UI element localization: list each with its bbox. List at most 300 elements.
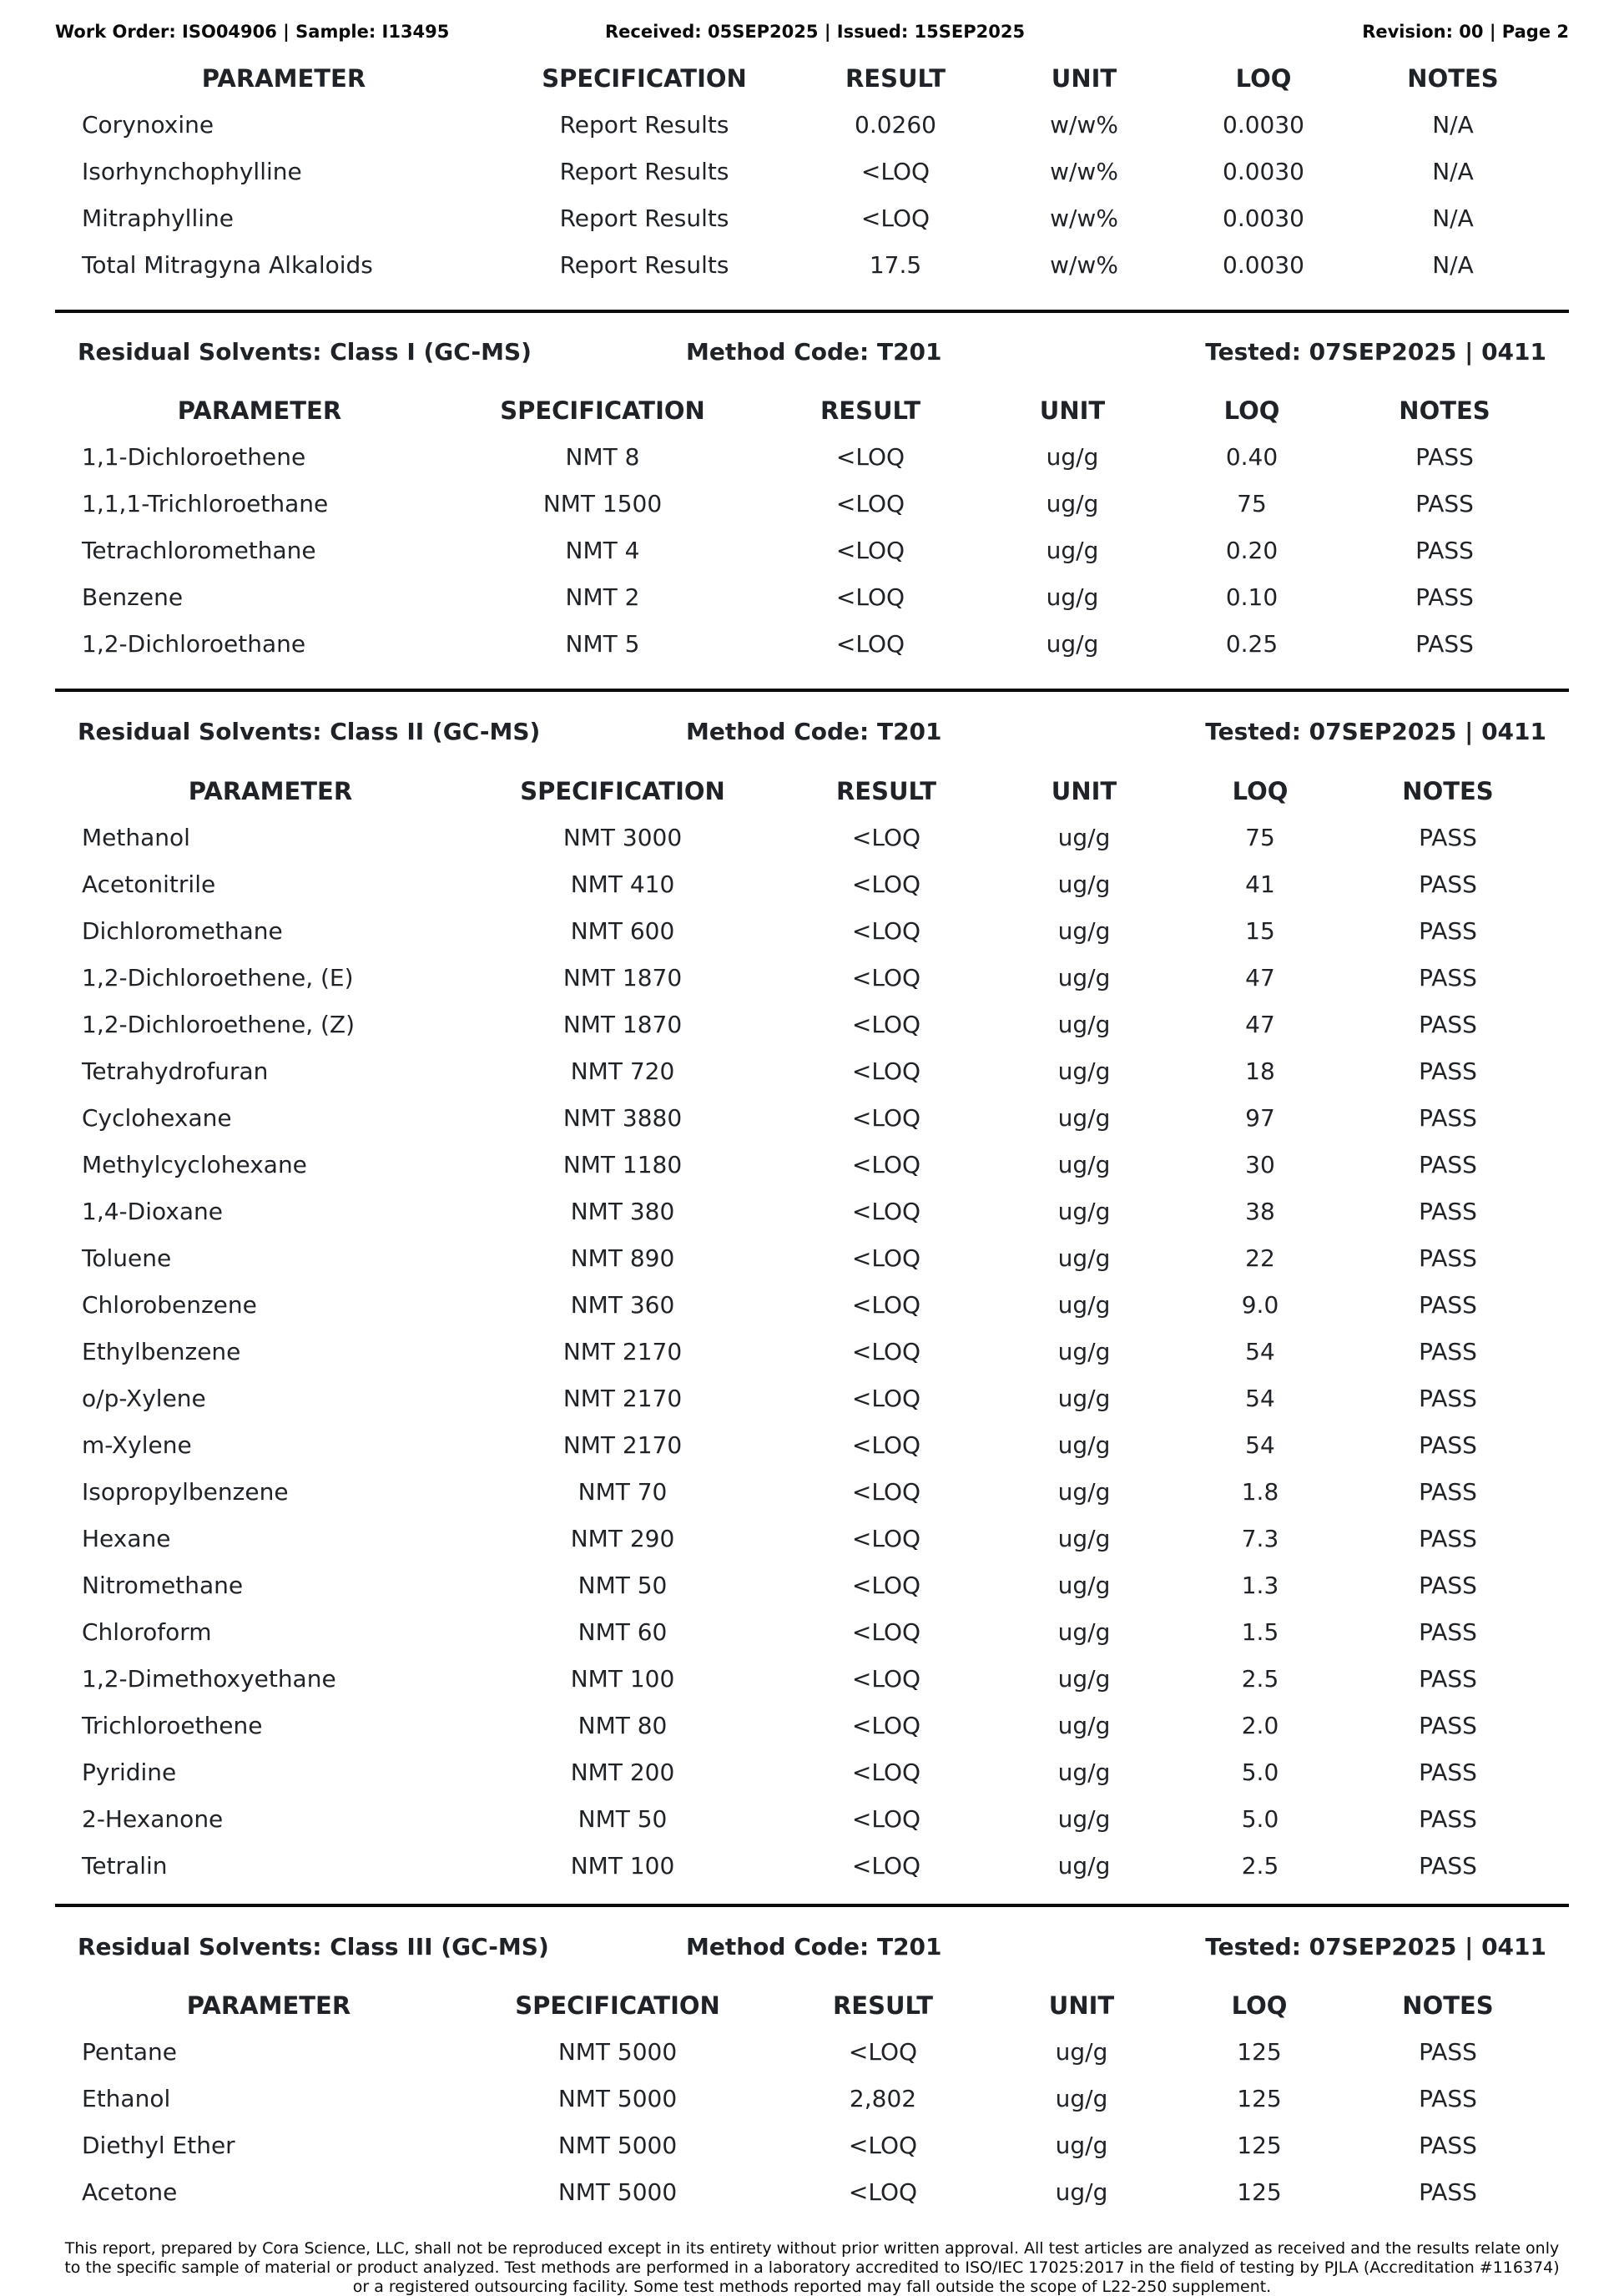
cell-unit: ug/g [1057, 1712, 1111, 1739]
cell-specification: NMT 50 [577, 1805, 668, 1833]
cell-notes: PASS [1419, 1852, 1477, 1880]
cell-specification: Report Results [559, 251, 729, 279]
method-code: Method Code: T201 [686, 718, 942, 745]
cell-unit: ug/g [1057, 1104, 1111, 1132]
cell-specification: NMT 100 [570, 1665, 675, 1693]
cell-unit: ug/g [1057, 1805, 1111, 1833]
cell-parameter: Benzene [82, 583, 184, 611]
cell-loq: 1.8 [1241, 1478, 1279, 1506]
table-row [0, 249, 1624, 295]
cell-parameter: o/p-Xylene [82, 1385, 206, 1412]
column-header-unit: UNIT [1051, 64, 1117, 93]
cell-result: <LOQ [848, 2038, 918, 2066]
cell-unit: ug/g [1057, 1011, 1111, 1038]
cell-loq: 5.0 [1241, 1805, 1279, 1833]
column-header-unit: UNIT [1039, 396, 1106, 425]
work-order-sample: Work Order: ISO04906 | Sample: I13495 [55, 22, 450, 42]
cell-unit: ug/g [1057, 1198, 1111, 1225]
cell-unit: ug/g [1046, 490, 1099, 517]
table-row [0, 1569, 1624, 1616]
cell-notes: PASS [1419, 1618, 1477, 1646]
cell-unit: w/w% [1050, 204, 1118, 232]
cell-result: <LOQ [851, 1011, 921, 1038]
table-row [0, 581, 1624, 628]
cell-result: <LOQ [851, 1385, 921, 1412]
section-header-class-i [55, 338, 1569, 371]
cell-notes: PASS [1419, 1057, 1477, 1085]
alkaloids-table [0, 62, 1624, 295]
table-row [0, 2036, 1624, 2082]
cell-unit: ug/g [1057, 1618, 1111, 1646]
column-header-result: RESULT [835, 777, 937, 805]
disclaimer-line: to the specific sample of material or product analyzed. Test methods are performed in a laboratory accredited to ISO/IEC 17025:2017 in the field of testing by PJLA (Accreditation #116374) [64, 2258, 1560, 2277]
cell-specification: NMT 1870 [562, 1011, 683, 1038]
cell-result: <LOQ [851, 1572, 921, 1599]
cell-notes: N/A [1432, 204, 1474, 232]
column-header-result: RESULT [820, 396, 921, 425]
column-header-notes: NOTES [1399, 396, 1490, 425]
table-row [0, 1195, 1624, 1242]
cell-unit: ug/g [1057, 1244, 1111, 1272]
cell-parameter: Corynoxine [82, 111, 214, 139]
cell-loq: 1.5 [1241, 1618, 1279, 1646]
cell-loq: 97 [1245, 1104, 1275, 1132]
cell-result: <LOQ [851, 1759, 921, 1786]
cell-loq: 125 [1237, 2178, 1282, 2206]
cell-specification: NMT 890 [570, 1244, 675, 1272]
cell-loq: 15 [1245, 917, 1275, 945]
cell-loq: 30 [1245, 1151, 1275, 1178]
class-iii-table [0, 1989, 1624, 2223]
cell-parameter: 1,2-Dichloroethane [82, 630, 306, 658]
cell-specification: NMT 380 [570, 1198, 675, 1225]
section-header-class-iii [55, 1933, 1569, 1966]
cell-specification: Report Results [559, 111, 729, 139]
received-issued-dates: Received: 05SEP2025 | Issued: 15SEP2025 [605, 22, 1026, 42]
section-header-class-ii [55, 718, 1569, 751]
cell-unit: ug/g [1057, 1525, 1111, 1552]
cell-specification: NMT 100 [570, 1852, 675, 1880]
table-header-row [0, 394, 1624, 441]
column-header-result: RESULT [845, 64, 946, 93]
cell-notes: N/A [1432, 158, 1474, 185]
table-row [0, 1522, 1624, 1569]
cell-parameter: Trichloroethene [82, 1712, 263, 1739]
table-row [0, 202, 1624, 249]
cell-notes: PASS [1419, 917, 1477, 945]
cell-result: <LOQ [851, 917, 921, 945]
table-row [0, 1849, 1624, 1896]
cell-result: <LOQ [848, 2178, 918, 2206]
table-row [0, 1008, 1624, 1055]
cell-unit: ug/g [1057, 1478, 1111, 1506]
cell-notes: PASS [1419, 1151, 1477, 1178]
column-header-loq: LOQ [1235, 64, 1292, 93]
cell-parameter: Ethanol [82, 2085, 171, 2112]
column-header-parameter: PARAMETER [188, 777, 353, 805]
cell-result: <LOQ [851, 1244, 921, 1272]
table-row [0, 1429, 1624, 1476]
cell-notes: PASS [1419, 1104, 1477, 1132]
cell-unit: ug/g [1055, 2132, 1108, 2159]
column-header-loq: LOQ [1223, 396, 1280, 425]
cell-loq: 5.0 [1241, 1759, 1279, 1786]
cell-specification: NMT 2 [565, 583, 640, 611]
cell-loq: 47 [1245, 964, 1275, 992]
table-header-row [0, 62, 1624, 108]
cell-specification: Report Results [559, 158, 729, 185]
cell-notes: PASS [1415, 443, 1474, 471]
cell-parameter: 1,1-Dichloroethene [82, 443, 306, 471]
cell-specification: NMT 5000 [557, 2178, 678, 2206]
cell-unit: ug/g [1055, 2085, 1108, 2112]
cell-loq: 0.0030 [1223, 204, 1304, 232]
cell-loq: 0.20 [1225, 537, 1279, 564]
cell-notes: PASS [1415, 630, 1474, 658]
column-header-specification: SPECIFICATION [515, 1991, 720, 2020]
cell-unit: ug/g [1057, 917, 1111, 945]
cell-result: <LOQ [835, 583, 905, 611]
cell-loq: 41 [1245, 870, 1275, 898]
table-row [0, 1055, 1624, 1102]
cell-notes: PASS [1419, 1712, 1477, 1739]
disclaimer-footer [55, 2239, 1569, 2296]
cell-unit: ug/g [1057, 1759, 1111, 1786]
cell-unit: ug/g [1055, 2038, 1108, 2066]
cell-notes: PASS [1419, 1805, 1477, 1833]
cell-loq: 75 [1237, 490, 1267, 517]
cell-notes: PASS [1419, 2038, 1477, 2066]
cell-unit: ug/g [1057, 824, 1111, 851]
table-row [0, 2176, 1624, 2223]
cell-loq: 2.5 [1241, 1665, 1279, 1693]
cell-unit: ug/g [1046, 630, 1099, 658]
cell-result: <LOQ [851, 1338, 921, 1365]
cell-notes: PASS [1419, 1011, 1477, 1038]
cell-notes: PASS [1419, 1244, 1477, 1272]
cell-result: <LOQ [851, 824, 921, 851]
cell-notes: PASS [1415, 490, 1474, 517]
cell-notes: PASS [1419, 1665, 1477, 1693]
column-header-parameter: PARAMETER [201, 64, 366, 93]
column-header-loq: LOQ [1232, 777, 1289, 805]
cell-specification: NMT 80 [577, 1712, 668, 1739]
cell-loq: 54 [1245, 1385, 1275, 1412]
section-title: Residual Solvents: Class III (GC-MS) [78, 1933, 549, 1960]
cell-loq: 47 [1245, 1011, 1275, 1038]
cell-notes: PASS [1419, 2178, 1477, 2206]
cell-result: <LOQ [851, 1104, 921, 1132]
cell-notes: PASS [1419, 1431, 1477, 1459]
table-row [0, 1663, 1624, 1709]
cell-loq: 0.25 [1225, 630, 1279, 658]
cell-parameter: Methanol [82, 824, 190, 851]
cell-unit: ug/g [1057, 1338, 1111, 1365]
cell-specification: NMT 360 [570, 1291, 675, 1319]
table-row [0, 1616, 1624, 1663]
cell-result: <LOQ [835, 630, 905, 658]
disclaimer-line: This report, prepared by Cora Science, LLC, shall not be reproduced except in its entirety without prior written approval. All test articles are analyzed as received and the results relate only [64, 2239, 1560, 2258]
cell-specification: Report Results [559, 204, 729, 232]
cell-specification: NMT 720 [570, 1057, 675, 1085]
cell-parameter: Chloroform [82, 1618, 212, 1646]
cell-loq: 7.3 [1241, 1525, 1279, 1552]
cell-parameter: Toluene [82, 1244, 172, 1272]
cell-loq: 54 [1245, 1338, 1275, 1365]
cell-notes: PASS [1419, 1525, 1477, 1552]
cell-unit: ug/g [1057, 964, 1111, 992]
cell-result: 0.0260 [855, 111, 936, 139]
cell-notes: PASS [1419, 1759, 1477, 1786]
table-row [0, 487, 1624, 534]
cell-result: <LOQ [851, 1712, 921, 1739]
cell-specification: NMT 50 [577, 1572, 668, 1599]
table-row [0, 108, 1624, 155]
cell-notes: PASS [1419, 1338, 1477, 1365]
cell-result: <LOQ [835, 443, 905, 471]
disclaimer-line: or a registered outsourcing facility. Some test methods reported may fall outside the scope of L22-250 supplement. [352, 2278, 1272, 2296]
cell-parameter: Tetrahydrofuran [82, 1057, 269, 1085]
section-title: Residual Solvents: Class II (GC-MS) [78, 718, 541, 745]
cell-unit: w/w% [1050, 251, 1118, 279]
cell-result: <LOQ [860, 158, 931, 185]
cell-unit: ug/g [1046, 537, 1099, 564]
cell-specification: NMT 2170 [562, 1431, 683, 1459]
table-row [0, 1335, 1624, 1382]
cell-unit: w/w% [1050, 158, 1118, 185]
cell-specification: NMT 2170 [562, 1385, 683, 1412]
cell-parameter: 1,4-Dioxane [82, 1198, 223, 1225]
column-header-unit: UNIT [1051, 777, 1117, 805]
cell-notes: PASS [1419, 1198, 1477, 1225]
cell-specification: NMT 1500 [542, 490, 663, 517]
cell-result: <LOQ [851, 1198, 921, 1225]
table-row [0, 534, 1624, 581]
cell-result: <LOQ [851, 1478, 921, 1506]
table-row [0, 1382, 1624, 1429]
cell-parameter: Tetralin [82, 1852, 168, 1880]
column-header-specification: SPECIFICATION [520, 777, 725, 805]
cell-parameter: 1,2-Dimethoxyethane [82, 1665, 336, 1693]
cell-specification: NMT 8 [565, 443, 640, 471]
cell-loq: 0.0030 [1223, 251, 1304, 279]
tested-date: Tested: 07SEP2025 | 0411 [1205, 718, 1546, 745]
cell-result: <LOQ [851, 1291, 921, 1319]
cell-loq: 22 [1245, 1244, 1275, 1272]
table-row [0, 2082, 1624, 2129]
cell-notes: PASS [1419, 964, 1477, 992]
section-divider [55, 689, 1569, 692]
cell-specification: NMT 410 [570, 870, 675, 898]
table-row [0, 628, 1624, 674]
cell-loq: 2.0 [1241, 1712, 1279, 1739]
cell-parameter: Total Mitragyna Alkaloids [82, 251, 373, 279]
cell-notes: PASS [1419, 1385, 1477, 1412]
cell-specification: NMT 600 [570, 917, 675, 945]
cell-parameter: 1,1,1-Trichloroethane [82, 490, 329, 517]
cell-result: <LOQ [851, 1431, 921, 1459]
table-row [0, 961, 1624, 1008]
cell-result: <LOQ [851, 1618, 921, 1646]
cell-specification: NMT 5000 [557, 2132, 678, 2159]
cell-parameter: Hexane [82, 1525, 171, 1552]
cell-loq: 125 [1237, 2085, 1282, 2112]
class-i-table [0, 394, 1624, 674]
cell-parameter: Ethylbenzene [82, 1338, 241, 1365]
cell-notes: PASS [1419, 2132, 1477, 2159]
cell-unit: w/w% [1050, 111, 1118, 139]
section-divider [55, 1904, 1569, 1907]
table-row [0, 915, 1624, 961]
cell-parameter: Dichloromethane [82, 917, 283, 945]
cell-result: <LOQ [851, 964, 921, 992]
cell-result: <LOQ [851, 1151, 921, 1178]
table-row [0, 155, 1624, 202]
cell-parameter: Mitraphylline [82, 204, 234, 232]
cell-notes: PASS [1419, 870, 1477, 898]
cell-notes: PASS [1419, 1291, 1477, 1319]
cell-specification: NMT 1870 [562, 964, 683, 992]
cell-loq: 75 [1245, 824, 1275, 851]
cell-parameter: Pentane [82, 2038, 177, 2066]
cell-loq: 0.0030 [1223, 158, 1304, 185]
cell-unit: ug/g [1057, 1852, 1111, 1880]
cell-unit: ug/g [1057, 870, 1111, 898]
cell-notes: PASS [1415, 583, 1474, 611]
tested-date: Tested: 07SEP2025 | 0411 [1205, 1933, 1546, 1960]
report-header [55, 22, 1569, 47]
cell-unit: ug/g [1057, 1431, 1111, 1459]
column-header-specification: SPECIFICATION [500, 396, 705, 425]
method-code: Method Code: T201 [686, 338, 942, 366]
cell-specification: NMT 3000 [562, 824, 683, 851]
table-row [0, 441, 1624, 487]
method-code: Method Code: T201 [686, 1933, 942, 1960]
class-ii-table [0, 775, 1624, 1896]
cell-notes: PASS [1415, 537, 1474, 564]
section-title: Residual Solvents: Class I (GC-MS) [78, 338, 532, 366]
cell-loq: 125 [1237, 2132, 1282, 2159]
cell-specification: NMT 200 [570, 1759, 675, 1786]
cell-specification: NMT 4 [565, 537, 640, 564]
cell-notes: N/A [1432, 111, 1474, 139]
cell-unit: ug/g [1057, 1572, 1111, 1599]
cell-parameter: Acetonitrile [82, 870, 216, 898]
column-header-unit: UNIT [1048, 1991, 1115, 2020]
cell-loq: 18 [1245, 1057, 1275, 1085]
cell-parameter: 1,2-Dichloroethene, (Z) [82, 1011, 356, 1038]
cell-parameter: Methylcyclohexane [82, 1151, 307, 1178]
cell-parameter: m-Xylene [82, 1431, 192, 1459]
table-row [0, 821, 1624, 868]
cell-unit: ug/g [1046, 443, 1099, 471]
cell-result: <LOQ [835, 490, 905, 517]
cell-loq: 38 [1245, 1198, 1275, 1225]
cell-loq: 0.40 [1225, 443, 1279, 471]
cell-result: <LOQ [860, 204, 931, 232]
cell-loq: 0.0030 [1223, 111, 1304, 139]
cell-result: <LOQ [835, 537, 905, 564]
cell-result: <LOQ [851, 1852, 921, 1880]
cell-unit: ug/g [1057, 1151, 1111, 1178]
cell-parameter: Nitromethane [82, 1572, 244, 1599]
cell-parameter: Isorhynchophylline [82, 158, 302, 185]
table-row [0, 1242, 1624, 1289]
cell-loq: 1.3 [1241, 1572, 1279, 1599]
cell-notes: PASS [1419, 824, 1477, 851]
cell-loq: 2.5 [1241, 1852, 1279, 1880]
cell-result: 2,802 [849, 2085, 917, 2112]
cell-notes: PASS [1419, 1572, 1477, 1599]
table-header-row [0, 1989, 1624, 2036]
cell-loq: 9.0 [1241, 1291, 1279, 1319]
section-divider [55, 310, 1569, 313]
cell-parameter: Pyridine [82, 1759, 177, 1786]
column-header-specification: SPECIFICATION [542, 64, 747, 93]
column-header-notes: NOTES [1407, 64, 1499, 93]
cell-result: <LOQ [851, 1525, 921, 1552]
cell-unit: ug/g [1057, 1665, 1111, 1693]
cell-parameter: Diethyl Ether [82, 2132, 235, 2159]
cell-loq: 0.10 [1225, 583, 1279, 611]
revision-page: Revision: 00 | Page 2 [1362, 22, 1569, 42]
cell-notes: N/A [1432, 251, 1474, 279]
cell-parameter: Isopropylbenzene [82, 1478, 289, 1506]
cell-specification: NMT 2170 [562, 1338, 683, 1365]
cell-unit: ug/g [1057, 1057, 1111, 1085]
cell-specification: NMT 3880 [562, 1104, 683, 1132]
cell-parameter: Chlorobenzene [82, 1291, 257, 1319]
table-header-row [0, 775, 1624, 821]
table-row [0, 1102, 1624, 1148]
cell-specification: NMT 5000 [557, 2038, 678, 2066]
column-header-parameter: PARAMETER [186, 1991, 351, 2020]
tested-date: Tested: 07SEP2025 | 0411 [1205, 338, 1546, 366]
cell-specification: NMT 1180 [562, 1151, 683, 1178]
table-row [0, 1148, 1624, 1195]
column-header-notes: NOTES [1402, 1991, 1494, 2020]
cell-parameter: 1,2-Dichloroethene, (E) [82, 964, 354, 992]
cell-loq: 54 [1245, 1431, 1275, 1459]
cell-result: <LOQ [851, 1057, 921, 1085]
table-row [0, 1803, 1624, 1849]
cell-specification: NMT 5000 [557, 2085, 678, 2112]
cell-result: <LOQ [851, 1665, 921, 1693]
cell-unit: ug/g [1055, 2178, 1108, 2206]
cell-unit: ug/g [1057, 1291, 1111, 1319]
cell-result: 17.5 [869, 251, 922, 279]
cell-unit: ug/g [1057, 1385, 1111, 1412]
cell-parameter: Acetone [82, 2178, 178, 2206]
cell-result: <LOQ [848, 2132, 918, 2159]
cell-specification: NMT 5 [565, 630, 640, 658]
cell-specification: NMT 290 [570, 1525, 675, 1552]
cell-specification: NMT 70 [577, 1478, 668, 1506]
cell-parameter: Tetrachloromethane [82, 537, 316, 564]
cell-notes: PASS [1419, 2085, 1477, 2112]
table-row [0, 1709, 1624, 1756]
cell-specification: NMT 60 [577, 1618, 668, 1646]
cell-result: <LOQ [851, 870, 921, 898]
cell-notes: PASS [1419, 1478, 1477, 1506]
cell-unit: ug/g [1046, 583, 1099, 611]
cell-parameter: 2-Hexanone [82, 1805, 224, 1833]
column-header-notes: NOTES [1402, 777, 1494, 805]
column-header-loq: LOQ [1231, 1991, 1288, 2020]
table-row [0, 1476, 1624, 1522]
cell-result: <LOQ [851, 1805, 921, 1833]
table-row [0, 868, 1624, 915]
